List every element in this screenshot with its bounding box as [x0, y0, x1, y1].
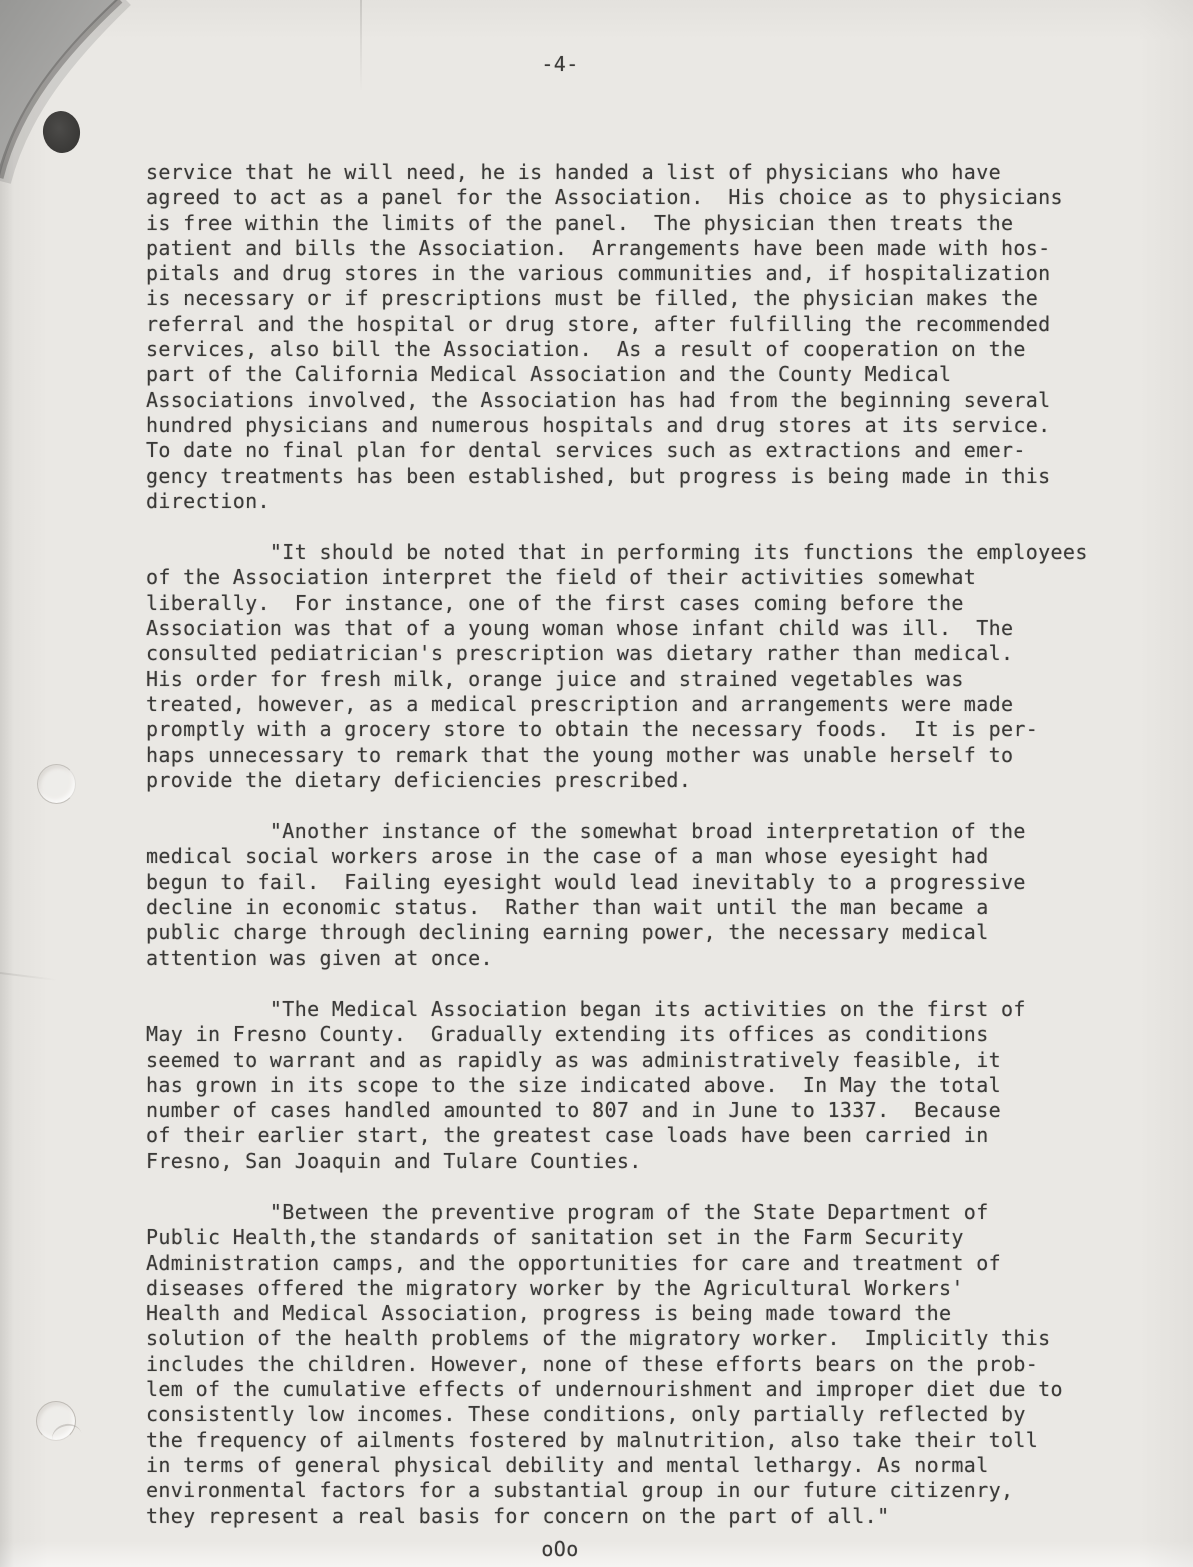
- text-line: "Another instance of the somewhat broad interpretation of the: [146, 819, 1026, 844]
- text-line: Administration camps, and the opportunities for care and treatment of: [146, 1250, 1001, 1275]
- text-line: Fresno, San Joaquin and Tulare Counties.: [146, 1148, 642, 1173]
- text-line: consistently low incomes. These conditions, only partially reflected by: [146, 1402, 1026, 1427]
- page-number: -4-: [541, 52, 579, 76]
- text-line: Association was that of a young woman whose infant child was ill. The: [146, 616, 1014, 641]
- text-line: treated, however, as a medical prescription and arrangements were made: [146, 691, 1014, 716]
- text-line: services, also bill the Association. As a result of cooperation on the: [146, 337, 1026, 362]
- text-line: patient and bills the Association. Arrangements have been made with hos-: [146, 235, 1051, 260]
- text-line: decline in economic status. Rather than wait until the man became a: [146, 895, 989, 920]
- text-line: solution of the health problems of the migratory worker. Implicitly this: [146, 1326, 1051, 1351]
- text-line: number of cases handled amounted to 807 and in June to 1337. Because: [146, 1098, 1001, 1123]
- text-line: has grown in its scope to the size indicated above. In May the total: [146, 1072, 1001, 1097]
- text-line: Health and Medical Association, progress is being made toward the: [146, 1301, 952, 1326]
- text-line: "The Medical Association began its activities on the first of: [146, 996, 1026, 1021]
- text-line: "It should be noted that in performing its functions the employees: [146, 540, 1088, 565]
- text-line: of their earlier start, the greatest case loads have been carried in: [146, 1123, 989, 1148]
- text-line: hundred physicians and numerous hospitals and drug stores at its service.: [146, 412, 1051, 437]
- text-line: begun to fail. Failing eyesight would lead inevitably to a progressive: [146, 869, 1026, 894]
- text-line: they represent a real basis for concern on the part of all.": [146, 1503, 890, 1528]
- body-text: [146, 160, 1088, 1555]
- text-line: Public Health,the standards of sanitation set in the Farm Security: [146, 1225, 964, 1250]
- text-line: seemed to warrant and as rapidly as was administratively feasible, it: [146, 1047, 1001, 1072]
- text-line: attention was given at once.: [146, 945, 493, 970]
- text-line: consulted pediatrician's prescription was dietary rather than medical.: [146, 641, 1014, 666]
- text-line: public charge through declining earning power, the necessary medical: [146, 920, 989, 945]
- paper-crease: [360, 0, 362, 92]
- text-line: referral and the hospital or drug store, after fulfilling the recommended: [146, 311, 1051, 336]
- text-line: Associations involved, the Association has had from the beginning several: [146, 387, 1051, 412]
- text-line: haps unnecessary to remark that the young mother was unable herself to: [146, 742, 1014, 767]
- text-line: To date no final plan for dental services such as extractions and emer-: [146, 438, 1026, 463]
- paper-crease: [0, 972, 58, 981]
- text-line: pitals and drug stores in the various communities and, if hospitalization: [146, 261, 1051, 286]
- text-line: the frequency of ailments fostered by malnutrition, also take their toll: [146, 1427, 1039, 1452]
- page-footer: oOo: [541, 1537, 579, 1561]
- text-line: is free within the limits of the panel. The physician then treats the: [146, 210, 1014, 235]
- text-line: gency treatments has been established, but progress is being made in this: [146, 463, 1051, 488]
- paragraph-5: [146, 1200, 1088, 1529]
- text-line: agreed to act as a panel for the Association. His choice as to physicians: [146, 185, 1063, 210]
- text-line: part of the California Medical Association and the County Medical: [146, 362, 952, 387]
- text-line: May in Fresno County. Gradually extending its offices as conditions: [146, 1022, 989, 1047]
- text-line: environmental factors for a substantial group in our future citizenry,: [146, 1478, 1014, 1503]
- text-line: service that he will need, he is handed a list of physicians who have: [146, 160, 1001, 184]
- text-line: medical social workers arose in the case of a man whose eyesight had: [146, 844, 989, 869]
- text-line: His order for fresh milk, orange juice and strained vegetables was: [146, 666, 964, 691]
- paragraph-1: [146, 160, 1088, 514]
- text-line: lem of the cumulative effects of undernourishment and improper diet due to: [146, 1377, 1063, 1402]
- paragraph-4: [146, 997, 1088, 1174]
- text-line: diseases offered the migratory worker by the Agricultural Workers': [146, 1275, 964, 1300]
- text-line: provide the dietary deficiencies prescribed.: [146, 767, 692, 792]
- embossed-hole-icon: [37, 764, 76, 804]
- text-line: of the Association interpret the field of their activities somewhat: [146, 565, 977, 590]
- text-line: includes the children. However, none of these efforts bears on the prob-: [146, 1351, 1039, 1376]
- text-line: direction.: [146, 488, 270, 513]
- text-line: is necessary or if prescriptions must be filled, the physician makes the: [146, 286, 1039, 311]
- paragraph-3: [146, 819, 1088, 971]
- paragraph-2: [146, 540, 1088, 793]
- text-line: promptly with a grocery store to obtain the necessary foods. It is per-: [146, 717, 1039, 742]
- text-line: in terms of general physical debility and mental lethargy. As normal: [146, 1452, 989, 1477]
- text-line: liberally. For instance, one of the first cases coming before the: [146, 590, 964, 615]
- text-line: "Between the preventive program of the State Department of: [146, 1199, 989, 1224]
